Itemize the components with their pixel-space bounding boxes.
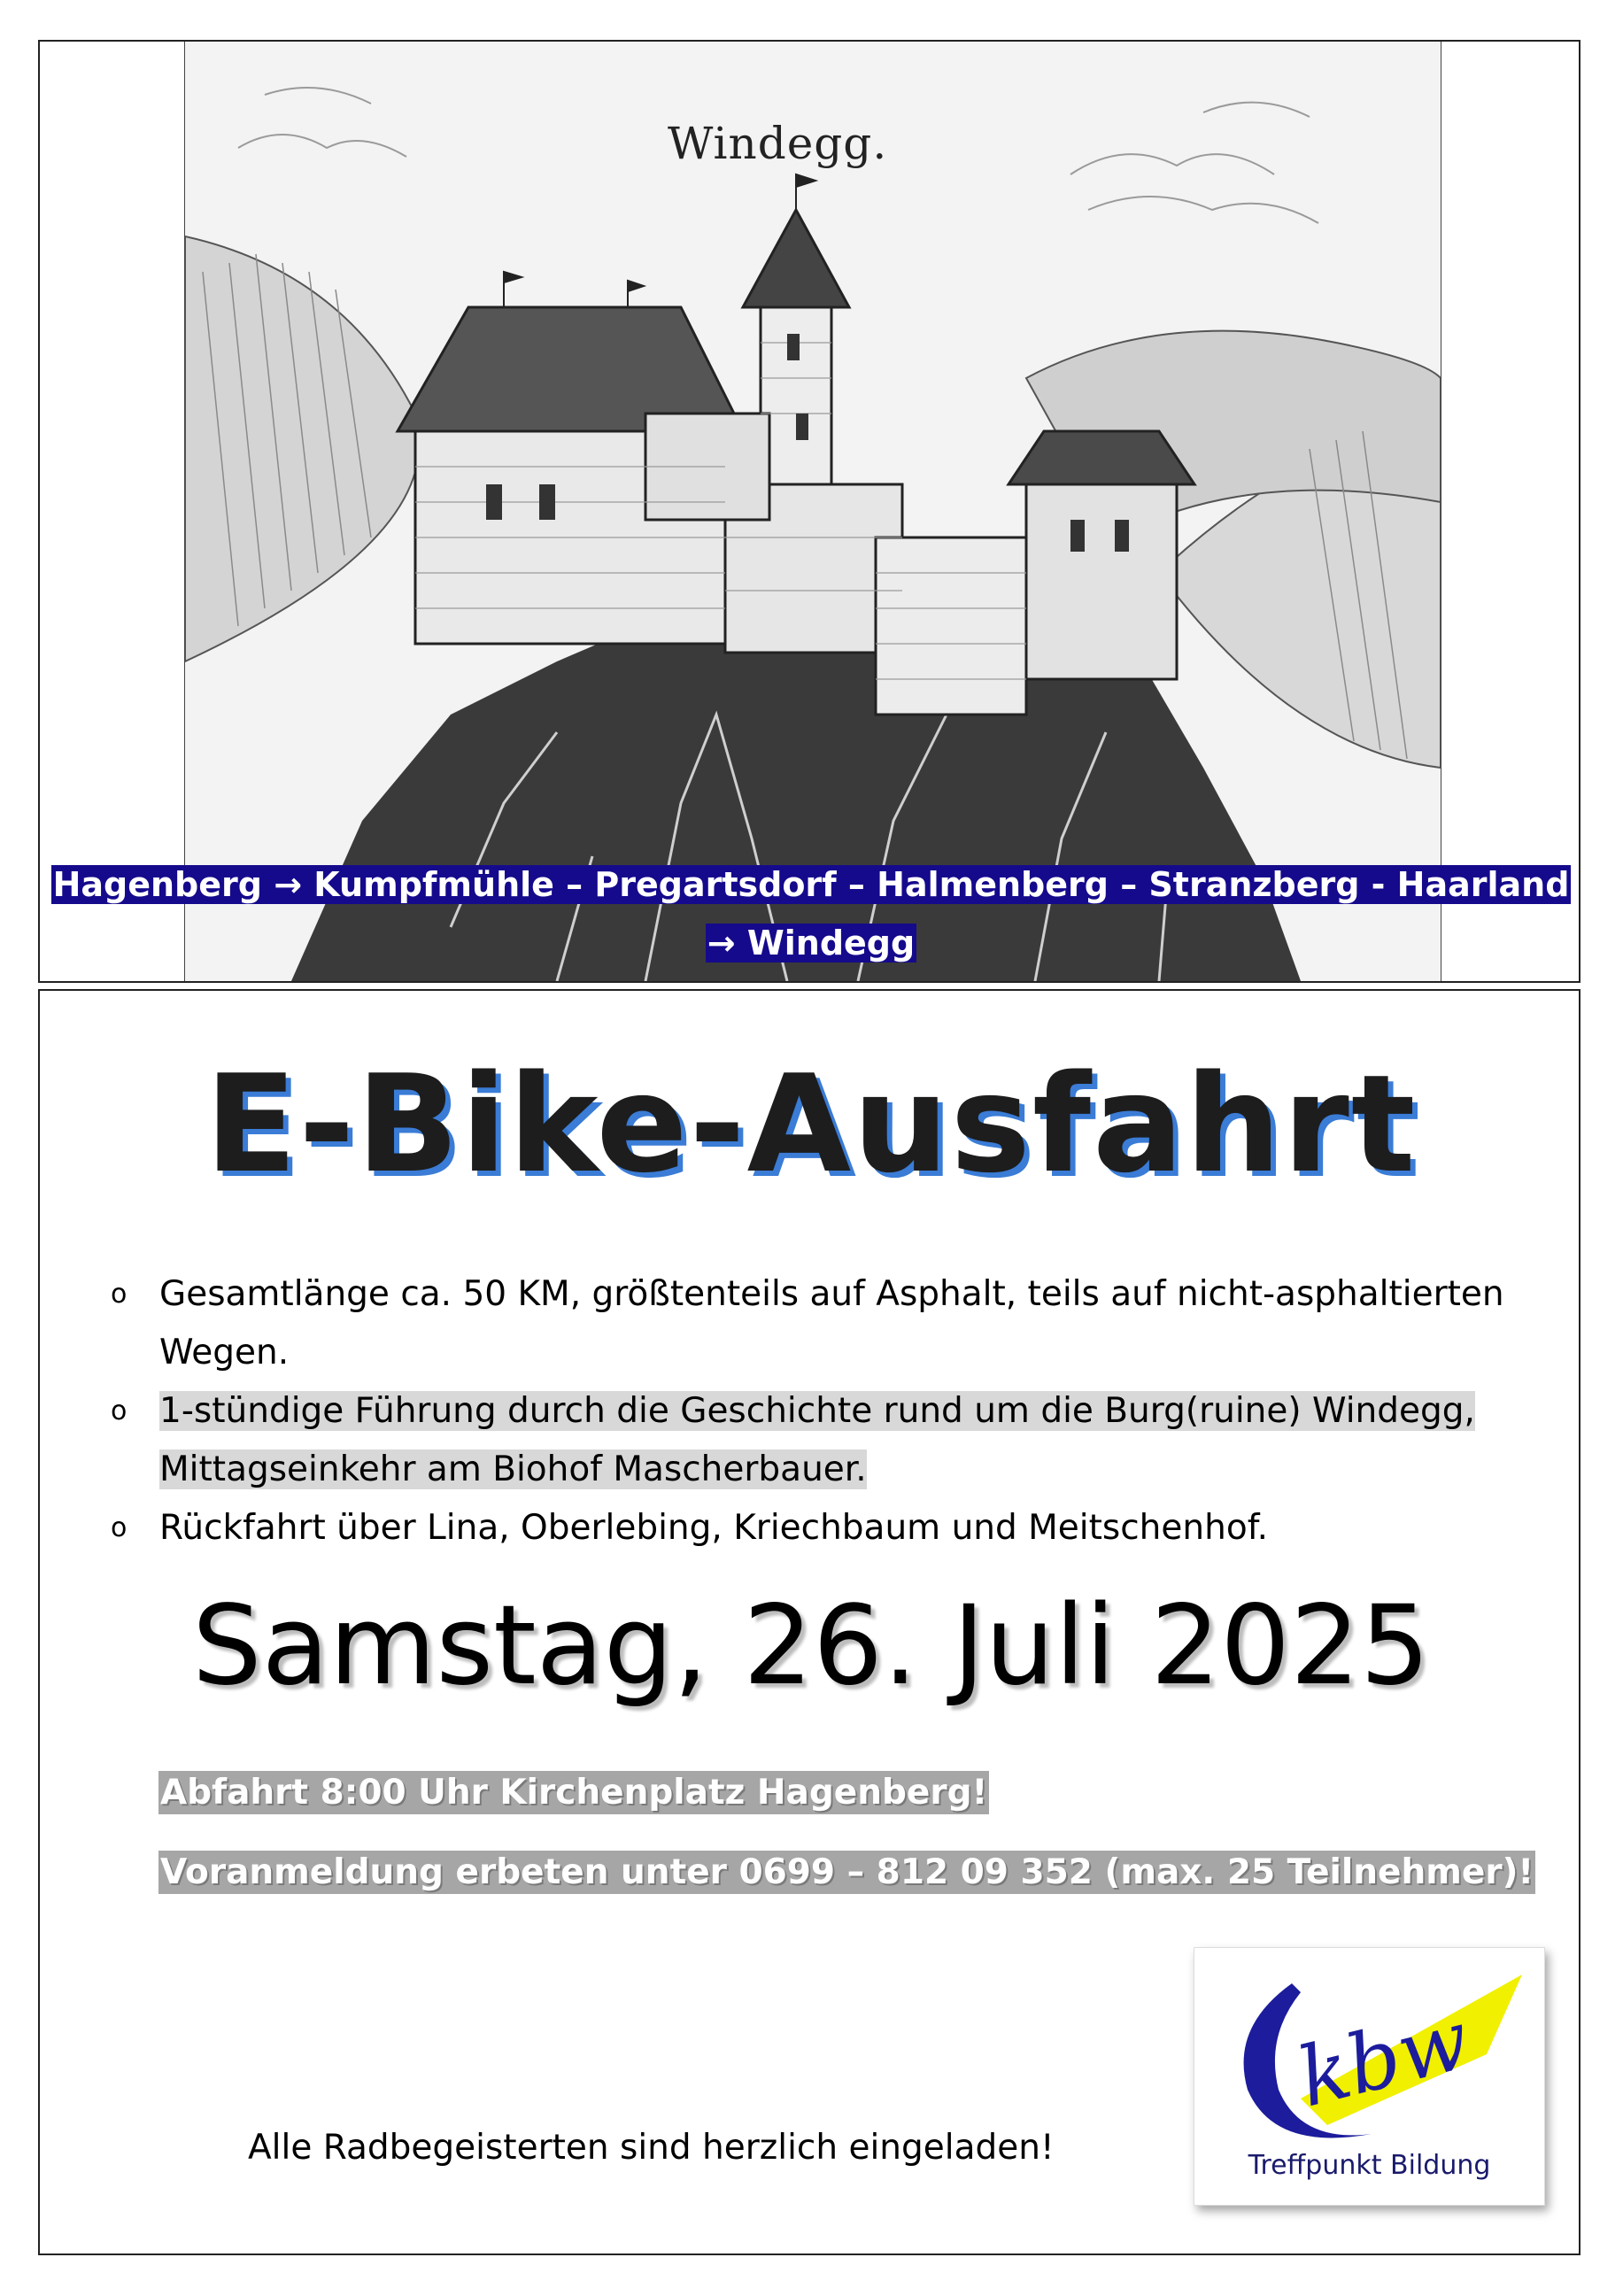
kbw-wordmark: kbw — [1289, 1991, 1479, 2126]
engraving-caption: Windegg. — [668, 118, 888, 169]
registration-text: Voranmeldung erbeten unter 0699 – 812 09 352 (max. 25 Teilnehmer)! — [160, 1852, 1534, 1892]
route-line-1 — [40, 854, 1580, 915]
bullet-item — [111, 1382, 1545, 1499]
bullet-item — [111, 1499, 1545, 1558]
event-details-frame — [38, 989, 1580, 2255]
event-bullet-list — [111, 1265, 1545, 1558]
departure-text: Abfahrt 8:00 Uhr Kirchenplatz Hagenberg! — [160, 1773, 988, 1813]
route-text-2: → Windegg — [707, 924, 916, 962]
event-date: Samstag, 26. Juli 2025 — [192, 1582, 1430, 1710]
castle-engraving — [184, 42, 1441, 981]
route-text-1: Hagenberg → Kumpfmühle – Pregartsdorf – Halmenberg – Stranzberg - Haarland — [52, 865, 1570, 904]
bullet-text: 1-stündige Führung durch die Geschichte rund um die Burg(ruine) Windegg, Mittagseinkehr am Biohof Mascherbauer. — [159, 1391, 1475, 1489]
departure-info — [158, 1773, 989, 1813]
bullet-text: Gesamtlänge ca. 50 KM, größtenteils auf Asphalt, teils auf nicht-asphaltierten Wegen. — [159, 1274, 1504, 1372]
bullet-marker: o — [111, 1395, 128, 1426]
bullet-item — [111, 1265, 1545, 1382]
registration-info — [158, 1852, 1535, 1892]
route-line-2 — [40, 913, 1580, 973]
event-title: E-Bike-Ausfahrt — [205, 1046, 1418, 1202]
invitation-text: Alle Radbegeisterten sind herzlich eingeladen! — [248, 2128, 1055, 2168]
header-image-frame — [38, 40, 1580, 983]
castle-illustration — [185, 42, 1441, 981]
logo-tagline: Treffpunkt Bildung — [1248, 2150, 1491, 2181]
bullet-marker: o — [111, 1279, 128, 1310]
bullet-text: Rückfahrt über Lina, Oberlebing, Kriechbaum und Meitschenhof. — [159, 1508, 1268, 1548]
kbw-logo — [1194, 1947, 1545, 2206]
bullet-marker: o — [111, 1512, 128, 1543]
